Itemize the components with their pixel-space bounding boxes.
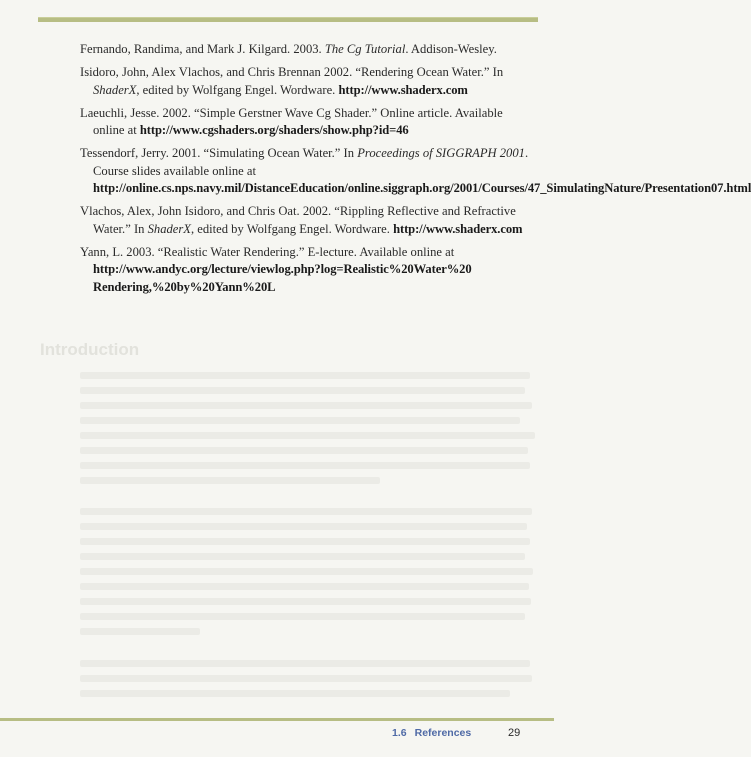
- bleed-through-line: [80, 675, 532, 682]
- bleed-through-line: [80, 660, 530, 667]
- bleed-through-line: [80, 432, 535, 439]
- reference-item: [80, 203, 535, 238]
- bleed-through-line: [80, 613, 525, 620]
- bottom-rule: [0, 718, 554, 721]
- reference-text: . Addison-Wesley.: [405, 42, 497, 56]
- bleed-through-line: [80, 417, 520, 424]
- reference-item: [80, 105, 535, 140]
- reference-title: ShaderX: [93, 82, 137, 97]
- footer-section-number: 1.6: [392, 727, 407, 739]
- bleed-through-line: [80, 402, 532, 409]
- footer-section-title: References: [414, 727, 472, 739]
- bleed-through-line: [80, 553, 525, 560]
- bleed-through-line: [80, 628, 200, 635]
- reference-url: http://www.shaderx.com: [338, 82, 468, 97]
- reference-item: [80, 41, 535, 59]
- bleed-through-line: [80, 538, 530, 545]
- reference-text: Isidoro, John, Alex Vlachos, and Chris Brennan 2002. “Rendering Ocean Water.” In: [80, 65, 504, 80]
- bleed-through-line: [80, 387, 525, 394]
- bleed-through-line: [80, 583, 529, 590]
- reference-item: [80, 145, 751, 198]
- bleed-through-heading: Introduction: [40, 340, 140, 359]
- reference-url: http://www.shaderx.com: [393, 221, 523, 236]
- reference-text: Fernando, Randima, and Mark J. Kilgard. 2003.: [80, 42, 325, 56]
- reference-title: ShaderX: [147, 221, 191, 236]
- reference-url: http://online.cs.nps.navy.mil/DistanceEducation/online.siggraph.org/2001/Courses/47_SimulatingNature/Presentation07.html: [93, 181, 751, 196]
- reference-text: Vlachos, Alex, John Isidoro, and Chris Oat. 2002. “Rippling Reflective and Refractive Water.” In: [80, 204, 516, 236]
- bleed-through-line: [80, 690, 510, 697]
- bleed-through-line: [80, 508, 532, 515]
- reference-title: Proceedings of SIGGRAPH 2001: [357, 146, 525, 161]
- reference-text: Laeuchli, Jesse. 2002. “Simple Gerstner Wave Cg Shader.” Online article. Available online at: [80, 105, 503, 138]
- reference-url: http://www.cgshaders.org/shaders/show.php?id=46: [139, 123, 409, 138]
- reference-list: [80, 41, 751, 302]
- reference-title: The Cg Tutorial: [324, 42, 406, 56]
- bleed-through-line: [80, 447, 528, 454]
- bleed-through-area: [0, 330, 554, 710]
- reference-text: Tessendorf, Jerry. 2001. “Simulating Ocean Water.” In: [80, 146, 358, 161]
- bleed-through-line: [80, 523, 527, 530]
- reference-text: , edited by Wolfgang Engel. Wordware.: [190, 221, 394, 236]
- reference-item: [80, 64, 535, 99]
- reference-item: [80, 244, 535, 297]
- bleed-through-line: [80, 568, 533, 575]
- reference-text: Yann, L. 2003. “Realistic Water Rendering.” E-lecture. Available online at: [80, 244, 455, 259]
- top-rule: [38, 17, 538, 22]
- footer-section: [392, 727, 471, 739]
- reference-text: . Course slides available online at: [93, 146, 529, 178]
- page-number: 29: [508, 727, 521, 739]
- bleed-through-line: [80, 372, 530, 379]
- reference-url: http://www.andyc.org/lecture/viewlog.php?log=Realistic%20Water%20 Rendering,%20by%20Yann%20L: [93, 262, 472, 294]
- bleed-through-line: [80, 598, 531, 605]
- bleed-through-line: [80, 462, 530, 469]
- bleed-through-line: [80, 477, 380, 484]
- reference-text: , edited by Wolfgang Engel. Wordware.: [136, 82, 339, 97]
